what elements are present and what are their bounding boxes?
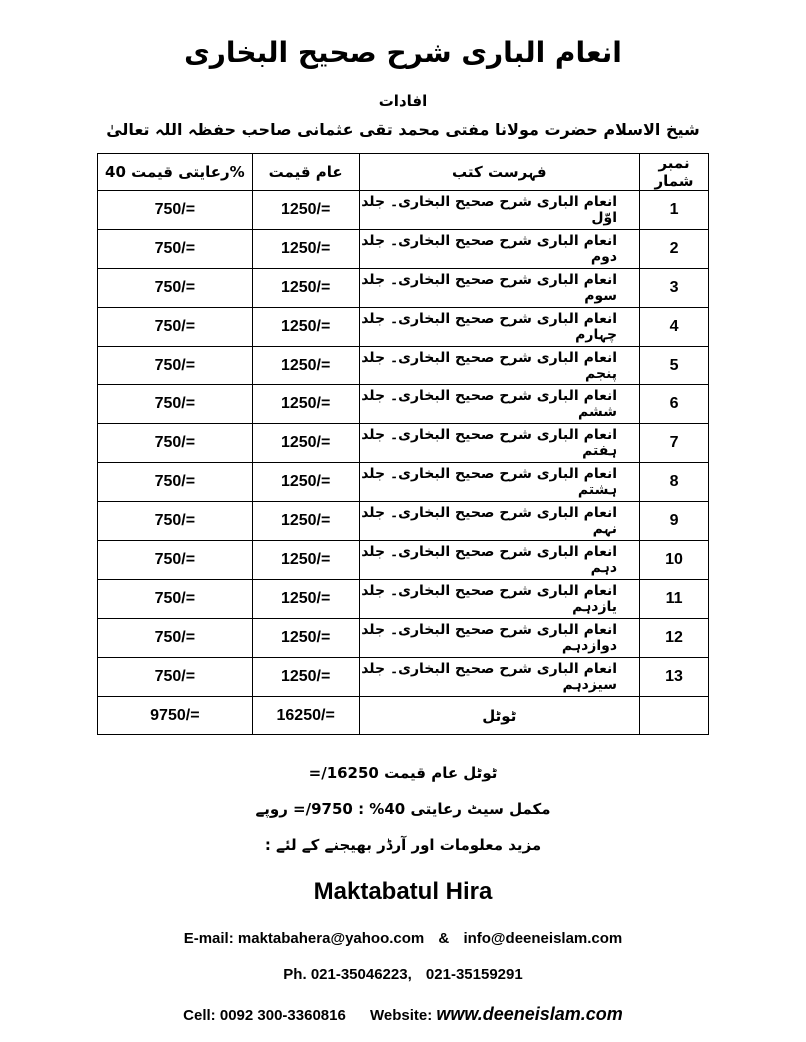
website-label: Website: <box>370 1007 433 1024</box>
total-price-line: ٹوٹل عام قیمت 16250/= <box>308 764 498 782</box>
total-label: ٹوٹل <box>359 696 639 735</box>
table-row <box>98 579 709 618</box>
table-row <box>98 541 709 580</box>
row-discount: 750/= <box>98 268 253 307</box>
total-price: 16250/= <box>252 696 359 735</box>
row-discount: 750/= <box>98 579 253 618</box>
row-discount: 750/= <box>98 191 253 230</box>
row-title: انعام الباری شرح صحیح البخاری۔ جلد دوم <box>359 229 639 268</box>
row-number: 10 <box>640 541 709 580</box>
page-title: انعام الباری شرح صحیح البخاری <box>184 36 622 69</box>
email-separator: & <box>438 930 450 947</box>
total-row <box>98 696 709 735</box>
row-price: 1250/= <box>252 579 359 618</box>
row-price: 1250/= <box>252 463 359 502</box>
row-number: 4 <box>640 307 709 346</box>
row-discount: 750/= <box>98 229 253 268</box>
row-number: 7 <box>640 424 709 463</box>
row-number: 1 <box>640 191 709 230</box>
row-number: 5 <box>640 346 709 385</box>
row-price: 1250/= <box>252 191 359 230</box>
row-number: 6 <box>640 385 709 424</box>
row-discount: 750/= <box>98 502 253 541</box>
total-discount: 9750/= <box>98 696 253 735</box>
contact-intro: مزید معلومات اور آرڈر بھیجنے کے لئے : <box>264 836 542 854</box>
row-price: 1250/= <box>252 307 359 346</box>
row-price: 1250/= <box>252 541 359 580</box>
phone-number-2: 021-35159291 <box>425 966 523 983</box>
subtitle: افادات <box>378 92 428 110</box>
row-price: 1250/= <box>252 618 359 657</box>
row-title: انعام الباری شرح صحیح البخاری۔ جلد ششم <box>359 385 639 424</box>
row-price: 1250/= <box>252 657 359 696</box>
row-price: 1250/= <box>252 229 359 268</box>
row-title: انعام الباری شرح صحیح البخاری۔ جلد سیزدہم <box>359 657 639 696</box>
row-discount: 750/= <box>98 346 253 385</box>
row-number: 9 <box>640 502 709 541</box>
header-title: فہرست کتب <box>359 154 639 191</box>
row-number: 12 <box>640 618 709 657</box>
table-row <box>98 307 709 346</box>
row-discount: 750/= <box>98 307 253 346</box>
email-primary[interactable]: maktabahera@yahoo.com <box>237 930 425 947</box>
phone-number-1: 021-35046223, <box>310 966 412 983</box>
price-table <box>97 153 709 735</box>
row-number: 13 <box>640 657 709 696</box>
header-number: نمبر شمار <box>640 154 709 191</box>
table-row <box>98 618 709 657</box>
row-price: 1250/= <box>252 385 359 424</box>
row-title: انعام الباری شرح صحیح البخاری۔ جلد ہشتم <box>359 463 639 502</box>
row-title: انعام الباری شرح صحیح البخاری۔ جلد دہم <box>359 541 639 580</box>
table-row <box>98 229 709 268</box>
row-title: انعام الباری شرح صحیح البخاری۔ جلد یازدہم <box>359 579 639 618</box>
row-price: 1250/= <box>252 424 359 463</box>
organization-name: Maktabatul Hira <box>313 878 493 905</box>
row-title: انعام الباری شرح صحیح البخاری۔ جلد دوازدہم <box>359 618 639 657</box>
table-row <box>98 657 709 696</box>
header-discount: رعایتی قیمت 40% <box>98 154 253 191</box>
row-discount: 750/= <box>98 657 253 696</box>
table-row <box>98 424 709 463</box>
table-row <box>98 268 709 307</box>
email-line <box>0 930 806 947</box>
row-title: انعام الباری شرح صحیح البخاری۔ جلد چہارم <box>359 307 639 346</box>
row-title: انعام الباری شرح صحیح البخاری۔ جلد اوّل <box>359 191 639 230</box>
row-number: 11 <box>640 579 709 618</box>
phone-label: Ph. <box>283 966 307 983</box>
website-link[interactable]: www.deeneislam.com <box>436 1004 623 1024</box>
cell-website-line <box>0 1004 806 1025</box>
phone-line <box>0 966 806 983</box>
row-title: انعام الباری شرح صحیح البخاری۔ جلد سوم <box>359 268 639 307</box>
table-row <box>98 346 709 385</box>
row-price: 1250/= <box>252 268 359 307</box>
table-row <box>98 385 709 424</box>
row-discount: 750/= <box>98 424 253 463</box>
table-row <box>98 502 709 541</box>
email-secondary[interactable]: info@deeneislam.com <box>463 930 623 947</box>
row-number: 3 <box>640 268 709 307</box>
row-title: انعام الباری شرح صحیح البخاری۔ جلد نہم <box>359 502 639 541</box>
table-header-row <box>98 154 709 191</box>
row-price: 1250/= <box>252 502 359 541</box>
row-title: انعام الباری شرح صحیح البخاری۔ جلد ہفتم <box>359 424 639 463</box>
row-discount: 750/= <box>98 385 253 424</box>
table-row <box>98 191 709 230</box>
row-number: 8 <box>640 463 709 502</box>
row-title: انعام الباری شرح صحیح البخاری۔ جلد پنجم <box>359 346 639 385</box>
row-discount: 750/= <box>98 463 253 502</box>
total-number-cell <box>640 696 709 735</box>
table-row <box>98 463 709 502</box>
row-discount: 750/= <box>98 541 253 580</box>
cell-number: 0092 300-3360816 <box>219 1007 346 1024</box>
row-price: 1250/= <box>252 346 359 385</box>
cell-label: Cell: <box>183 1007 216 1024</box>
author-line: شیخ الاسلام حضرت مولانا مفتی محمد تقی عثمانی صاحب حفظہ اللہ تعالیٰ <box>106 120 700 139</box>
row-discount: 750/= <box>98 618 253 657</box>
row-number: 2 <box>640 229 709 268</box>
email-label: E-mail: <box>183 930 234 947</box>
table-body <box>98 191 709 697</box>
discount-line: مکمل سیٹ رعایتی 40% : 9750/= روپے <box>255 800 551 818</box>
header-price: عام قیمت <box>252 154 359 191</box>
